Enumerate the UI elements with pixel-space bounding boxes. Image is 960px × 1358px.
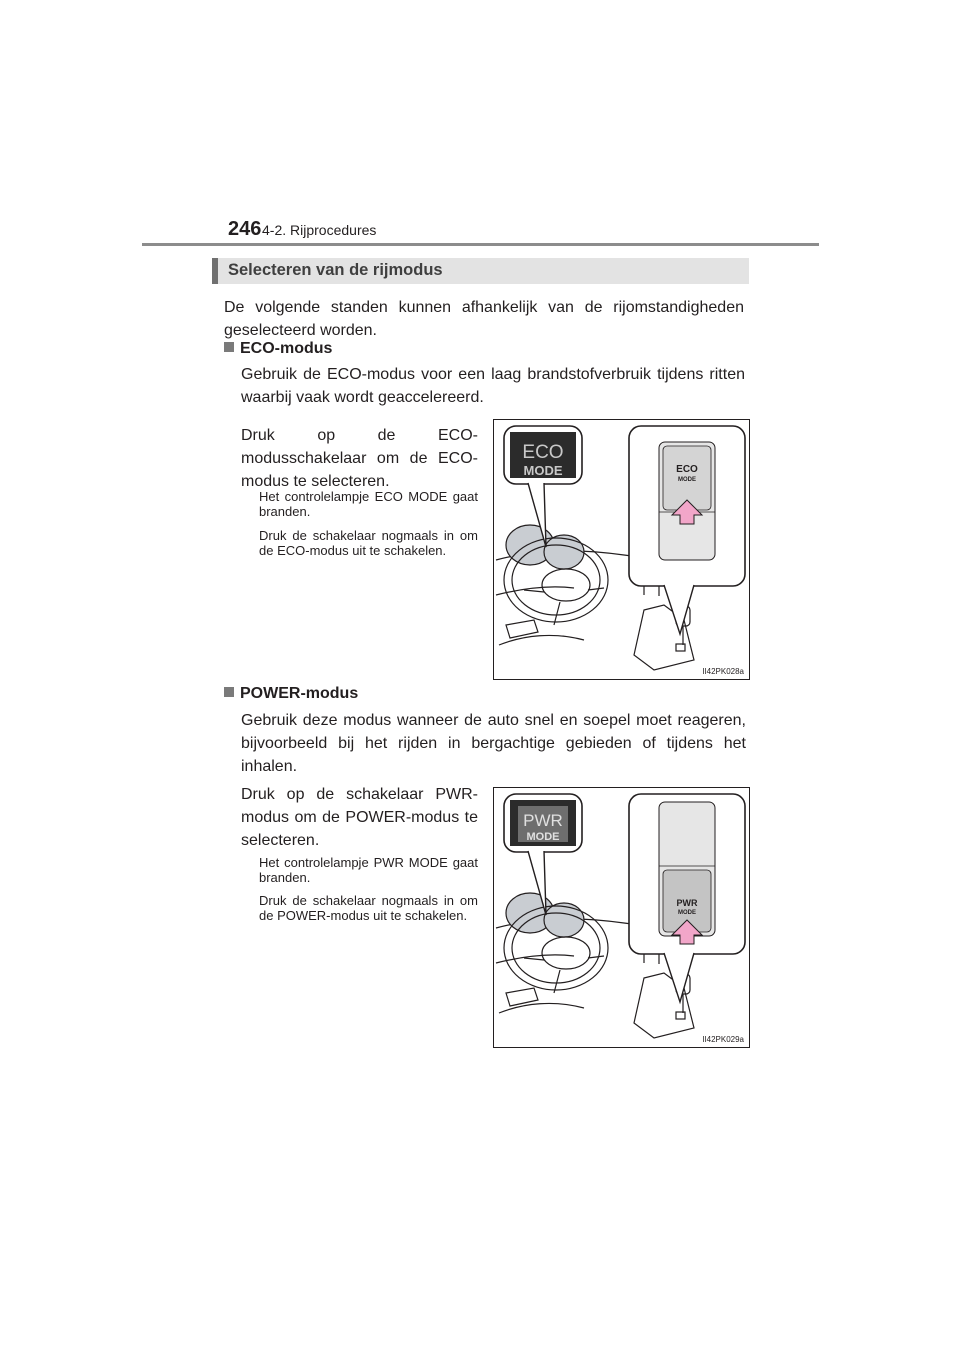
- figure-code: II42PK028a: [702, 667, 744, 676]
- eco-mode-heading: [224, 340, 332, 358]
- eco-description: Gebruik de ECO-modus voor een laag brandstofverbruik tijdens ritten waarbij vaak wordt geaccelereerd.: [241, 366, 745, 406]
- eco-mode-illustration: [493, 419, 750, 680]
- eco-note-lamp: Het controlelampje ECO MODE gaat branden.: [259, 489, 478, 519]
- power-heading-text: POWER-modus: [240, 685, 359, 702]
- indicator-top-text: ECO: [522, 442, 564, 463]
- dashboard-drawing: [494, 420, 749, 679]
- chapter-title: 4-2. Rijprocedures: [262, 222, 377, 238]
- switch-bottom-text: MODE: [678, 910, 696, 916]
- power-instruction: Druk op de schakelaar PWR-modus om de POWER-modus te selecteren.: [241, 786, 478, 849]
- header-rule: [142, 243, 819, 246]
- power-description: Gebruik deze modus wanneer de auto snel en soepel moet reageren, bijvoorbeeld bij het rijden in bergachtige gebieden of tijdens het inhalen.: [241, 712, 746, 775]
- switch-top-text: PWR: [676, 898, 698, 908]
- power-mode-illustration: [493, 787, 750, 1048]
- eco-instruction: Druk op de ECO-modusschakelaar om de ECO-modus te selecteren.: [241, 427, 478, 490]
- intro-paragraph: De volgende standen kunnen afhankelijk van de rijomstandigheden geselecteerd worden.: [224, 299, 744, 339]
- page-number: 246: [228, 218, 262, 240]
- section-title: Selecteren van de rijmodus: [228, 261, 443, 279]
- power-mode-heading: [224, 685, 358, 703]
- section-title-bar: [212, 258, 749, 284]
- eco-heading-text: ECO-modus: [240, 340, 333, 357]
- eco-note-cancel: Druk de schakelaar nogmaals in om de ECO-modus uit te schakelen.: [259, 528, 478, 558]
- dashboard-drawing: [494, 788, 749, 1047]
- indicator-bottom-text: MODE: [523, 463, 563, 478]
- switch-top-text: ECO: [676, 464, 698, 475]
- power-note-lamp: Het controlelampje PWR MODE gaat branden.: [259, 855, 478, 885]
- indicator-bottom-text: MODE: [526, 831, 560, 843]
- indicator-top-text: PWR: [523, 811, 563, 830]
- bullet-square-icon: [224, 342, 234, 352]
- figure-code: II42PK029a: [702, 1035, 744, 1044]
- bullet-square-icon: [224, 687, 234, 697]
- power-note-cancel: Druk de schakelaar nogmaals in om de POWER-modus uit te schakelen.: [259, 893, 478, 923]
- switch-bottom-text: MODE: [678, 477, 696, 483]
